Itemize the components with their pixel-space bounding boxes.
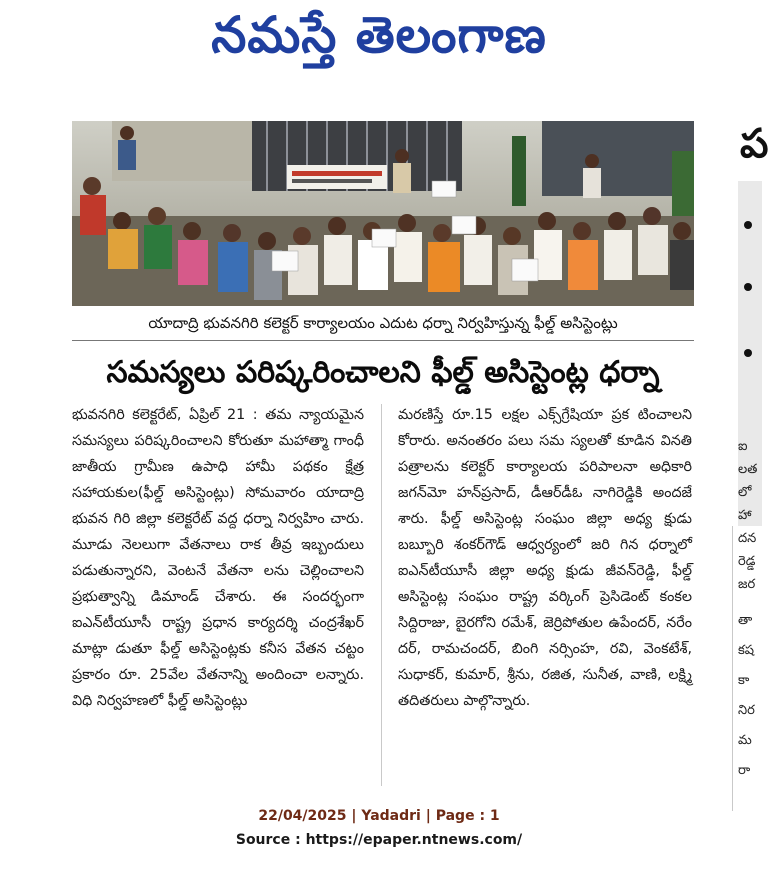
source-link[interactable]: Source : https://epaper.ntnews.com/ [235,832,523,848]
sidebar-text-fragment: జర [738,577,756,592]
sidebar-text-fragment: రా [738,763,751,778]
sidebar-text-fragment: కష [738,643,755,658]
bullet-icon [744,221,752,229]
article-column-left [72,402,364,788]
sidebar-heading: ప [740,121,768,167]
sidebar-text-fragment: రెడ్డ [738,554,756,569]
sidebar-text-fragment: లో [738,485,752,500]
photo-caption: యాదాద్రి భువనగిరి కలెక్టర్ కార్యాలయం ఎదుట ధర్నా నిర్వహిస్తున్న ఫీల్డ్ అసిస్టెంట్లు [148,314,618,332]
article-body-left: భువనగిరి కలెక్టరేట్, ఏప్రిల్ 21 : తమ న్యాయమైన సమస్యలు పరిష్కరించాలని కోరుతూ మహాత్మా గాంధీ జాతీయ గ్రామీణ ఉపాధి హామీ పథకం క్షేత్ర సహాయకుల(ఫీల్డ్ అసిస్టెంట్లు) సోమవారం యాదాద్రి భువన గిరి జిల్లా కలెక్టరేట్ వద్ద ధర్నా నిర్వహిం చారు. మూడు నెలలుగా వేతనాలు రాక తీవ్ర ఇబ్బందులు పడుతున్నారని, వెంటనే వేతనా లను చెల్లించాలని ప్రభుత్వాన్ని డిమాండ్ చేశారు. ఈ సందర్భంగా ఐఎన్‌టీయూసీ రాష్ట్ర ప్రధాన కార్యదర్శి చంద్రశేఖర్ మాట్లా డుతూ ఫీల్డ్ అసిస్టెంట్లకు కనీస వేతన చట్టం ప్రకారం రూ. 25వేల వేతనాన్ని అందించా లన్నారు. విధి నిర్వహణలో ఫీల్డ్ అసిస్టెంట్లు [72,407,364,709]
sidebar-text-fragment: నిర [738,703,755,718]
caption-divider [72,340,694,341]
newspaper-logo: నమస్తే తెలంగాణ [211,6,547,64]
protest-photo-icon [72,121,694,306]
sidebar-text-fragment: దన [738,531,757,546]
sidebar-text-fragment: ఐ [738,439,748,454]
sidebar-text-fragment: కా [738,673,750,688]
sidebar-text-fragment: లత [738,462,758,477]
bullet-icon [744,349,752,357]
sidebar-text-fragment: తా [738,613,753,628]
sidebar-text-fragment: మ [738,733,752,748]
article-column-right [398,402,692,788]
dateline: 22/04/2025 | Yadadri | Page : 1 [258,808,500,824]
article-headline: సమస్యలు పరిష్కరించాలని ఫీల్డ్ అసిస్టెంట్ల ధర్నా [106,355,660,390]
sidebar-text-fragment: హా [738,508,752,523]
protest-photo [72,121,694,306]
column-divider [381,404,382,786]
bullet-icon [744,283,752,291]
sidebar-divider [732,526,733,811]
article-body-right: మరణిస్తే రూ.15 లక్షల ఎక్స్‌గ్రేషియా ప్రక టించాలని కోరారు. అనంతరం పలు సమ స్యలతో కూడిన వినతి పత్రాలను కలెక్టర్ కార్యాలయ పరిపాలనా అధికారి జగన్‌మో హన్‌ప్రసాద్, డీఆర్‌డీఓ నాగిరెడ్డికి అందజే శారు. ఫీల్డ్ అసిస్టెంట్ల సంఘం జిల్లా అధ్య క్షుడు బబ్బూరి శంకర్‌గౌడ్ ఆధ్వర్యంలో జరి గిన ధర్నాలో ఐఎన్‌టీయూసీ జిల్లా అధ్య క్షుడు జీవన్‌రెడ్డి, ఫీల్డ్ అసిస్టెంట్ల సంఘం రాష్ట్ర వర్కింగ్ ప్రెసిడెంట్ కంకల సిద్దిరాజు, బైరగోని రమేశ్, జెర్రిపోతుల ఉపేందర్, నరేం దర్, రామచందర్, బింగి నర్సింహ, రవి, వెంకటేశ్, సుధాకర్, కుమార్, శ్రీను, రజిత, సునీత, వాణి, లక్ష్మి తదితరులు పాల్గొన్నారు. [398,407,692,709]
adjacent-article-sidebar [718,121,768,811]
masthead [0,0,758,110]
